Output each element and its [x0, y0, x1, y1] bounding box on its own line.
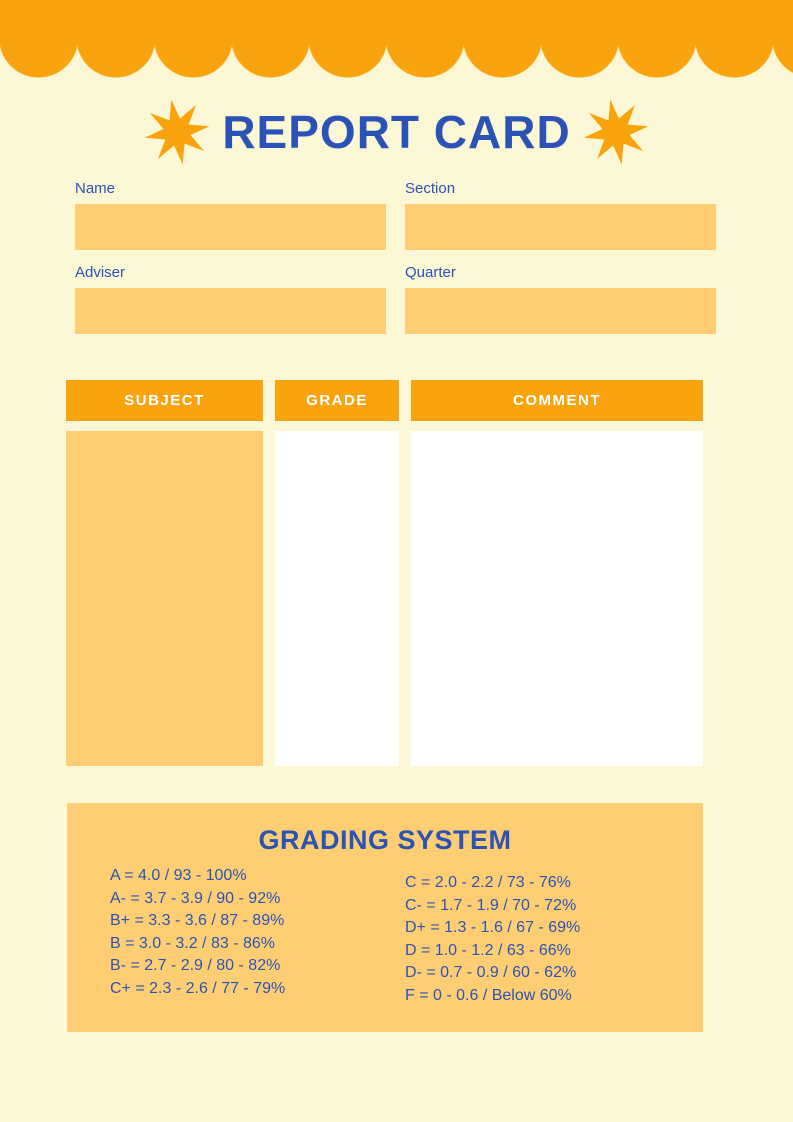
grades-table	[66, 380, 703, 766]
scallop-edge	[0, 38, 793, 79]
grade-column-header: GRADE	[275, 380, 399, 421]
grading-scale-right-column	[405, 872, 580, 1007]
grading-line: C- = 1.7 - 1.9 / 70 - 72%	[405, 896, 577, 914]
subject-entry-area[interactable]	[66, 431, 263, 766]
quarter-label: Quarter	[405, 264, 456, 281]
grades-table-body	[66, 431, 703, 766]
name-label: Name	[75, 180, 116, 197]
section-field-group	[405, 180, 716, 250]
name-input[interactable]	[75, 204, 386, 250]
grading-system-title: GRADING SYSTEM	[258, 825, 512, 855]
starburst-icon-left	[144, 98, 210, 166]
name-field-group	[75, 180, 386, 250]
page-title: REPORT CARD	[222, 106, 571, 158]
quarter-field-group	[405, 264, 716, 334]
grades-table-header	[66, 380, 703, 421]
section-label: Section	[405, 180, 456, 197]
grading-system-panel	[67, 803, 703, 1032]
starburst-icon-right	[583, 98, 649, 166]
comment-column-header: COMMENT	[411, 380, 703, 421]
grading-line: A- = 3.7 - 3.9 / 90 - 92%	[110, 889, 281, 907]
section-input[interactable]	[405, 204, 716, 250]
comment-entry-area[interactable]	[411, 431, 703, 766]
grade-entry-area[interactable]	[275, 431, 399, 766]
top-banner	[0, 0, 793, 38]
grading-line: B+ = 3.3 - 3.6 / 87 - 89%	[110, 912, 285, 929]
grading-scale-left-column	[110, 865, 285, 1000]
grading-line: F = 0 - 0.6 / Below 60%	[405, 986, 572, 1004]
adviser-input[interactable]	[75, 288, 386, 334]
grading-line: B = 3.0 - 3.2 / 83 - 86%	[110, 934, 275, 952]
grading-line: D- = 0.7 - 0.9 / 60 - 62%	[405, 964, 577, 981]
grading-line: D = 1.0 - 1.2 / 63 - 66%	[405, 941, 571, 959]
grading-line: C+ = 2.3 - 2.6 / 77 - 79%	[110, 979, 286, 997]
grading-line: B- = 2.7 - 2.9 / 80 - 82%	[110, 957, 281, 974]
title-row	[0, 93, 793, 171]
quarter-input[interactable]	[405, 288, 716, 334]
subject-column-header: SUBJECT	[66, 380, 263, 421]
grading-line: D+ = 1.3 - 1.6 / 67 - 69%	[405, 919, 581, 936]
grading-line: A = 4.0 / 93 - 100%	[110, 867, 247, 884]
grading-line: C = 2.0 - 2.2 / 73 - 76%	[405, 874, 571, 891]
adviser-field-group	[75, 264, 386, 334]
adviser-label: Adviser	[75, 264, 126, 281]
